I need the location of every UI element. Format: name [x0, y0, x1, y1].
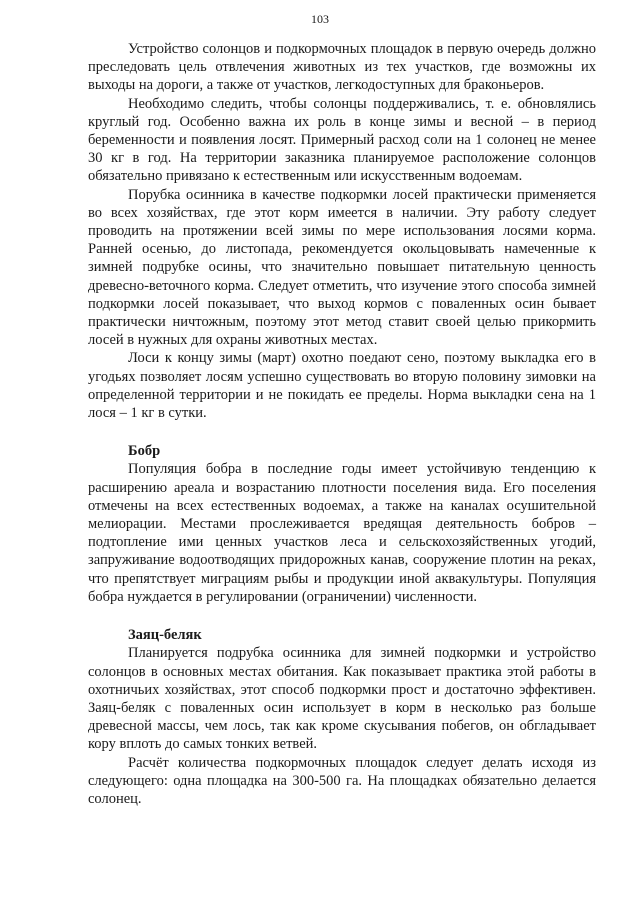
- section-salt-licks: [88, 40, 596, 422]
- paragraph: Планируется подрубка осинника для зимней подкормки и устройство солонцов в основных местах обитания. Как показывает практика этой работы в охотничьих хозяйствах, этот способ подкормки прост и достаточно эффективен. Заяц-беляк с поваленных осин использует в корм в несколько раз больше древесной массы, чем лось, так как кроме скусывания побегов, он обгладывает кору вплоть до самых тонких ветвей.: [88, 645, 596, 753]
- page-body: [88, 40, 596, 808]
- paragraph: Необходимо следить, чтобы солонцы поддерживались, т. е. обновлялись круглый год. Особенно важна их роль в конце зимы и весной – в период беременности и появления лосят. Примерный расход соли на 1 солонец не менее 30 кг в год. На территории заказника планируемое расположение солонцов обязательно привязано к естественным или искусственным водоемам.: [88, 95, 596, 185]
- paragraph: Лоси к концу зимы (март) охотно поедают сено, поэтому выкладка его в угодьях позволяет лосям успешно существовать во вторую половину зимовки на определенной территории и не покидать ее пределы. Норма выкладки сена на 1 лося – 1 кг в сутки.: [88, 350, 596, 422]
- section-beaver: [88, 442, 596, 606]
- paragraph: Популяция бобра в последние годы имеет устойчивую тенденцию к расширению ареала и возрастанию плотности поселения вида. Его поселения отмечены на всех естественных водоемах, а также на каналах осушительной мелиорации. Местами прослеживается вредящая деятельность бобров – подтопление ими ценных участков леса и сельскохозяйственных угодий, запруживание водоотводящих придорожных канав, сооружение плотин на реках, что препятствует миграциям рыбы и продукции иной аквакультуры. Популяция бобра нуждается в регулировании (ограничении) численности.: [88, 461, 596, 605]
- section-heading: Заяц-беляк: [128, 627, 202, 644]
- page-number: 103: [311, 12, 329, 26]
- paragraph: Расчёт количества подкормочных площадок следует делать исходя из следующего: одна площадка на 300-500 га. На площадках обязательно делается солонец.: [88, 754, 596, 807]
- paragraph: Порубка осинника в качестве подкормки лосей практически применяется во всех хозяйствах, где этот корм имеется в наличии. Эту работу следует проводить на протяжении всей зимы по мере использования лосями корма. Ранней осенью, до листопада, рекомендуется окольцовывать намеченные к зимней подрубке осины, что значительно повышает питательную ценность древесно-веточного корма. Следует отметить, что изучение этого способа зимней подкормки лосей показывает, что выход кормов с поваленных осин бывает практически ничтожным, поэтому этот метод ставит своей целью прикормить лосей в нужных для охраны животных местах.: [88, 186, 596, 349]
- paragraph: Устройство солонцов и подкормочных площадок в первую очередь должно преследовать цель отвлечения животных из тех участков, где возможны их выходы на дороги, а также от участков, легкодоступных для браконьеров.: [88, 41, 596, 94]
- section-heading: Бобр: [128, 443, 161, 460]
- section-hare: [88, 626, 596, 808]
